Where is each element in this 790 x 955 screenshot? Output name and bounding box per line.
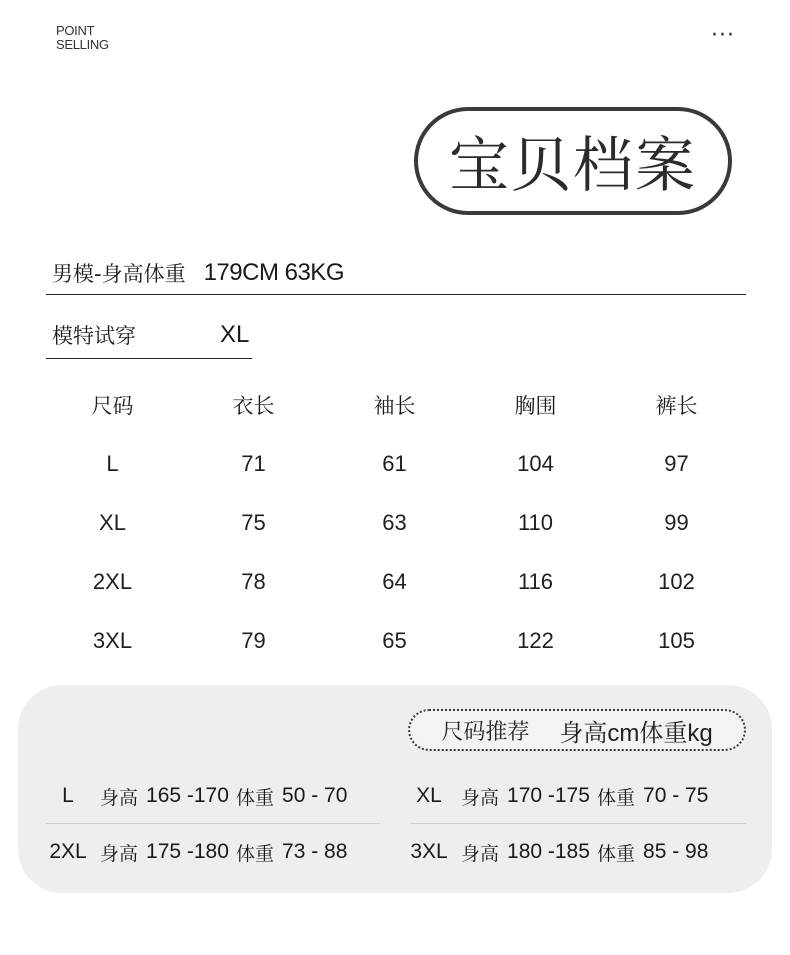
model-try-row [52,318,249,352]
table-row [42,434,747,493]
recommend-size: 3XL [410,840,448,863]
weight-range: 73 - 88 [282,840,348,863]
weight-label: 体重 [236,842,275,865]
table-cell: 110 [517,509,554,535]
divider-line [46,294,746,295]
header-size: 尺码 [91,394,134,418]
header-length: 衣长 [232,394,275,418]
height-label: 身高 [100,842,139,865]
height-label: 身高 [461,842,500,865]
brand-label [56,24,109,52]
height-range: 180 -185 [507,840,590,863]
size-table [42,376,747,670]
model-try-label: 模特试穿 [52,324,136,348]
table-cell: 79 [241,627,266,653]
table-cell: 65 [382,627,407,653]
table-cell: 71 [241,450,266,476]
weight-range: 50 - 70 [282,784,348,807]
height-label: 身高 [100,786,139,809]
table-cell: 64 [382,568,407,594]
table-cell: 105 [658,627,695,653]
table-cell: 2XL [92,568,133,594]
table-cell: XL [99,509,126,535]
header-pants-length: 裤长 [655,394,698,418]
divider-line-short [46,358,252,359]
height-label: 身高 [461,786,500,809]
table-cell: 97 [664,450,689,476]
table-cell: 3XL [92,627,133,653]
table-cell: 122 [517,627,554,653]
recommend-size: XL [416,784,442,807]
table-row [42,611,747,670]
weight-label: 体重 [597,842,636,865]
recommend-item [403,768,708,824]
weight-range: 70 - 75 [643,784,709,807]
brand-line-2: SELLING [56,37,109,52]
height-range: 175 -180 [146,840,229,863]
weight-range: 85 - 98 [643,840,709,863]
model-info-value: 179CM 63KG [203,259,344,286]
table-row [42,552,747,611]
recommend-item [42,768,347,824]
recommend-size: 2XL [49,840,87,863]
weight-label: 体重 [597,786,636,809]
brand-line-1: POINT [56,23,95,38]
weight-label: 体重 [236,786,275,809]
table-cell: L [106,450,119,476]
height-unit-label: 身高cm [559,719,640,747]
size-recommend-badge [408,709,746,751]
page-title: 宝贝档案 [414,107,732,215]
model-info-row [52,256,344,290]
model-info-label: 男模-身高体重 [52,262,186,286]
table-row [42,493,747,552]
table-cell: 99 [664,509,689,535]
recommend-title: 尺码推荐 [441,719,530,745]
table-cell: 102 [658,568,695,594]
more-horizontal-icon[interactable]: ··· [711,23,735,48]
height-range: 165 -170 [146,784,229,807]
recommend-size: L [62,784,74,807]
table-cell: 116 [517,568,554,594]
table-cell: 75 [241,509,266,535]
recommend-item [403,824,708,880]
table-cell: 61 [382,450,407,476]
recommend-item [42,824,347,880]
weight-unit-label: 体重kg [639,719,713,747]
size-table-header [42,376,747,434]
header-chest: 胸围 [514,394,557,418]
model-try-value: XL [220,321,250,348]
table-cell: 63 [382,509,407,535]
table-cell: 78 [241,568,266,594]
header-sleeve: 袖长 [373,394,416,418]
table-cell: 104 [517,450,554,476]
height-range: 170 -175 [507,784,590,807]
